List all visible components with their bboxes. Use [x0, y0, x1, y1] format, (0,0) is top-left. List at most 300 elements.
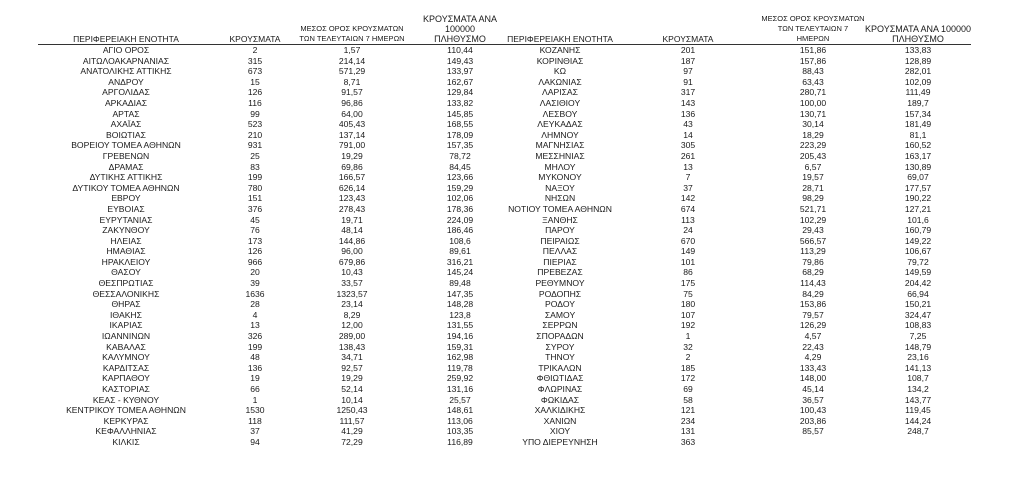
cell-per-100k: 23,16 [907, 352, 929, 363]
cell-per-100k: 148,79 [904, 341, 932, 352]
cell-avg-7-days: 69,86 [341, 161, 363, 172]
table-row [38, 119, 512, 130]
cell-region: ΑΡΚΑΔΙΑΣ [104, 97, 148, 108]
table-row [505, 267, 971, 278]
header-per-line2: ΠΛΗΘΥΣΜΟ [434, 34, 486, 44]
cell-cases: 142 [680, 193, 696, 204]
table-row [505, 236, 971, 247]
cell-cases: 315 [247, 55, 263, 66]
cell-cases: 670 [680, 235, 696, 246]
table-row [505, 384, 971, 395]
table-row [505, 395, 971, 406]
cell-cases: 363 [680, 436, 696, 447]
table-row [38, 246, 512, 257]
table-row [505, 162, 971, 173]
cell-avg-7-days: 92,57 [341, 362, 363, 373]
cell-avg-7-days: 280,71 [799, 87, 827, 98]
table-row [505, 331, 971, 342]
right-cases-table [505, 14, 971, 448]
table-row [505, 426, 971, 437]
cell-per-100k: 108,7 [907, 373, 929, 384]
table-row [38, 151, 512, 162]
cell-region: ΠΕΙΡΑΙΩΣ [540, 235, 580, 246]
cell-cases: 674 [680, 203, 696, 214]
table-row [505, 257, 971, 268]
cell-cases: 15 [250, 76, 260, 87]
cell-per-100k: 162,67 [446, 76, 474, 87]
table-row [38, 416, 512, 427]
cell-avg-7-days: 153,86 [799, 299, 827, 310]
cell-per-100k: 102,09 [904, 76, 932, 87]
cell-avg-7-days: 96,00 [341, 246, 363, 257]
cell-avg-7-days: 96,86 [341, 97, 363, 108]
cell-cases: 2 [252, 45, 258, 55]
cell-avg-7-days: 91,57 [341, 87, 363, 98]
table-row [38, 384, 512, 395]
header-avg-7-days [761, 14, 865, 45]
cell-avg-7-days: 144,86 [338, 235, 366, 246]
table-row [38, 267, 512, 278]
cell-per-100k: 149,59 [904, 267, 932, 278]
cell-cases: 7 [685, 172, 691, 183]
cell-per-100k: 181,49 [904, 119, 932, 130]
table-row [505, 56, 971, 67]
header-avg-7-days [296, 14, 408, 45]
cell-per-100k: 69,07 [907, 172, 929, 183]
cell-per-100k: 102,06 [446, 193, 474, 204]
table-row [38, 87, 512, 98]
table-row [38, 426, 512, 437]
table-row [38, 257, 512, 268]
cell-region: ΥΠΟ ΔΙΕΡΕΥΝΗΣΗ [522, 436, 598, 447]
cell-region: ΚΑΡΔΙΤΣΑΣ [102, 362, 150, 373]
left-header-row [38, 14, 512, 45]
table-row [505, 363, 971, 374]
left-table-panel [38, 14, 512, 448]
cell-region: ΦΩΚΙΔΑΣ [540, 394, 580, 405]
cell-region: ΑΙΤΩΛΟΑΚΑΡΝΑΝΙΑΣ [82, 55, 170, 66]
cell-region: ΡΕΘΥΜΝΟΥ [535, 278, 585, 289]
cell-region: ΗΡΑΚΛΕΙΟΥ [101, 256, 151, 267]
cell-cases: 931 [247, 140, 263, 151]
cell-avg-7-days: 6,57 [804, 161, 822, 172]
cell-avg-7-days: 45,14 [802, 384, 824, 394]
cell-region: ΕΥΒΟΙΑΣ [107, 203, 145, 214]
cell-region: ΠΡΕΒΕΖΑΣ [537, 267, 583, 278]
cell-cases: 97 [683, 66, 693, 77]
cell-avg-7-days: 48,14 [341, 225, 363, 236]
cell-cases: 86 [683, 267, 693, 278]
cell-region: ΧΙΟΥ [549, 426, 571, 437]
cell-per-100k: 7,25 [909, 331, 927, 342]
cell-cases: 172 [680, 373, 696, 384]
cell-avg-7-days: 571,29 [338, 66, 366, 77]
cell-cases: 1 [685, 331, 691, 342]
cell-avg-7-days: 205,43 [799, 150, 827, 161]
cell-avg-7-days: 19,57 [802, 172, 824, 183]
cell-cases: 305 [680, 140, 696, 151]
cell-region: ΛΑΡΙΣΑΣ [542, 87, 578, 98]
table-row [38, 109, 512, 120]
table-row [38, 98, 512, 109]
cell-cases: 25 [250, 150, 260, 161]
table-row [38, 310, 512, 321]
cell-cases: 113 [681, 214, 695, 225]
cell-region: ΠΙΕΡΙΑΣ [543, 256, 577, 267]
table-row [38, 437, 512, 448]
cell-cases: 966 [247, 256, 263, 267]
cell-per-100k: 316,21 [446, 256, 474, 267]
cell-avg-7-days: 626,14 [338, 182, 366, 193]
cell-avg-7-days: 102,29 [799, 214, 827, 225]
cell-avg-7-days [761, 437, 865, 448]
cell-avg-7-days: 4,29 [804, 352, 822, 363]
cell-avg-7-days: 84,29 [802, 288, 824, 299]
cell-avg-7-days: 679,86 [338, 256, 366, 267]
header-per-line2: ΠΛΗΘΥΣΜΟ [892, 34, 944, 44]
cell-avg-7-days: 79,86 [802, 256, 824, 267]
cell-per-100k: 259,92 [446, 373, 474, 384]
cell-avg-7-days: 111,57 [339, 415, 365, 426]
cell-avg-7-days: 19,71 [341, 214, 363, 225]
table-row [505, 45, 971, 56]
cell-cases: 91 [683, 76, 693, 87]
cell-cases: 37 [250, 426, 260, 437]
cell-per-100k: 133,82 [446, 97, 474, 108]
cell-cases: 376 [247, 203, 263, 214]
cell-per-100k: 160,79 [904, 225, 932, 236]
cell-avg-7-days: 566,57 [799, 235, 827, 246]
cell-region: ΔΥΤΙΚΟΥ ΤΟΜΕΑ ΑΘΗΝΩΝ [72, 182, 180, 193]
cell-avg-7-days: 8,29 [343, 309, 361, 320]
table-row [505, 310, 971, 321]
cell-per-100k: 157,34 [904, 108, 932, 119]
header-avg-line2: ΤΩΝ ΤΕΛΕΥΤΑΙΩΝ 7 ΗΜΕΡΩΝ [777, 24, 849, 43]
cell-cases: 673 [247, 66, 263, 77]
cell-per-100k: 79,72 [907, 256, 929, 267]
header-region: ΠΕΡΙΦΕΡΕΙΑΚΗ ΕΝΟΤΗΤΑ [73, 34, 179, 44]
table-row [505, 405, 971, 416]
cell-per-100k: 186,46 [446, 225, 474, 236]
table-row [38, 193, 512, 204]
right-table-panel [505, 14, 971, 448]
cell-region: ΙΚΑΡΙΑΣ [109, 320, 143, 331]
cell-cases: 187 [680, 55, 696, 66]
cell-region: ΠΑΡΟΥ [545, 225, 575, 236]
cell-avg-7-days: 98,29 [802, 193, 824, 204]
header-per-line1: ΚΡΟΥΣΜΑΤΑ ΑΝΑ 100000 [865, 24, 971, 34]
cell-cases: 39 [250, 278, 260, 289]
cell-per-100k: 127,21 [904, 203, 932, 214]
cell-avg-7-days: 19,29 [341, 150, 363, 161]
cell-per-100k: 84,45 [449, 161, 471, 172]
table-row [505, 204, 971, 215]
cell-avg-7-days: 41,29 [341, 426, 363, 437]
cell-avg-7-days: 10,14 [341, 394, 363, 405]
cell-per-100k: 131,16 [446, 384, 474, 394]
table-row [505, 225, 971, 236]
cell-region: ΧΑΝΙΩΝ [543, 415, 577, 426]
table-row [38, 405, 512, 416]
cell-avg-7-days: 1323,57 [336, 288, 368, 299]
cell-per-100k: 159,29 [446, 182, 474, 193]
table-row [505, 246, 971, 257]
table-row [505, 193, 971, 204]
cell-cases: 1636 [245, 288, 265, 299]
cell-avg-7-days: 148,00 [799, 373, 827, 384]
cell-per-100k: 66,94 [907, 288, 929, 299]
table-row [38, 342, 512, 353]
table-row [38, 236, 512, 247]
table-row [38, 204, 512, 215]
cell-avg-7-days: 63,43 [802, 76, 824, 87]
header-cases: ΚΡΟΥΣΜΑΤΑ [662, 34, 714, 44]
cell-region: ΑΡΓΟΛΙΔΑΣ [102, 87, 150, 98]
table-row [38, 320, 512, 331]
cell-region: ΝΗΣΩΝ [544, 193, 576, 204]
right-table-body [505, 45, 971, 448]
cell-cases: 151 [247, 193, 263, 204]
cell-avg-7-days: 133,43 [799, 362, 827, 373]
cell-per-100k: 144,24 [904, 415, 932, 426]
right-header-row [505, 14, 971, 45]
cell-per-100k: 163,17 [904, 150, 932, 161]
cell-region: ΗΜΑΘΙΑΣ [106, 246, 146, 257]
cell-region: ΘΕΣΣΑΛΟΝΙΚΗΣ [92, 288, 160, 299]
cell-per-100k: 204,42 [904, 278, 932, 289]
cell-avg-7-days: 79,57 [802, 309, 824, 320]
cell-region: ΚΙΛΚΙΣ [112, 436, 140, 447]
cell-region: ΦΘΙΩΤΙΔΑΣ [536, 373, 584, 384]
cell-cases: 24 [683, 225, 693, 236]
cell-region: ΚΟΡΙΝΘΙΑΣ [536, 55, 584, 66]
cell-per-100k: 147,35 [446, 288, 474, 299]
cell-avg-7-days: 52,14 [341, 384, 363, 394]
cell-per-100k: 150,21 [904, 299, 932, 310]
cell-region: ΣΕΡΡΩΝ [542, 320, 578, 331]
cell-cases: 126 [247, 87, 263, 98]
table-row [38, 172, 512, 183]
table-row [38, 278, 512, 289]
cell-per-100k: 108,6 [449, 235, 471, 246]
cell-avg-7-days: 85,57 [802, 426, 824, 437]
cell-region: ΗΛΕΙΑΣ [110, 235, 142, 246]
cell-avg-7-days: 100,43 [799, 405, 827, 416]
cell-per-100k: 133,83 [904, 45, 932, 55]
cell-per-100k: 178,09 [446, 129, 474, 140]
cell-region: ΚΕΑΣ - ΚΥΘΝΟΥ [92, 394, 160, 405]
header-per-line1: ΚΡΟΥΣΜΑΤΑ ΑΝΑ 100000 [423, 14, 497, 34]
cell-region: ΙΩΑΝΝΙΝΩΝ [101, 331, 151, 342]
cell-cases: 32 [683, 341, 693, 352]
cell-per-100k: 101,6 [907, 214, 929, 225]
table-row [505, 140, 971, 151]
cell-avg-7-days: 33,57 [341, 278, 363, 289]
cell-avg-7-days: 114,43 [800, 278, 826, 289]
cell-cases: 28 [250, 299, 260, 310]
header-avg-line1: ΜΕΣΟΣ ΟΡΟΣ ΚΡΟΥΣΜΑΤΩΝ [300, 24, 404, 33]
cell-cases: 261 [680, 150, 696, 161]
cell-cases: 523 [247, 119, 263, 130]
cell-per-100k: 157,35 [446, 140, 474, 151]
cell-cases: 185 [680, 362, 696, 373]
cell-region: ΒΟΙΩΤΙΑΣ [106, 129, 146, 140]
cell-cases: 234 [680, 415, 696, 426]
table-row [505, 299, 971, 310]
cell-region: ΧΑΛΚΙΔΙΚΗΣ [534, 405, 586, 416]
cell-cases: 136 [247, 362, 263, 373]
cell-avg-7-days: 137,14 [338, 129, 366, 140]
cell-region: ΝΑΞΟΥ [545, 182, 575, 193]
header-per-100k [408, 14, 512, 45]
cell-per-100k: 130,89 [904, 161, 932, 172]
table-row [505, 342, 971, 353]
table-row [38, 162, 512, 173]
cell-cases: 13 [683, 161, 693, 172]
cell-region: ΜΑΓΝΗΣΙΑΣ [535, 140, 585, 151]
cell-avg-7-days: 791,00 [338, 140, 366, 151]
table-row [38, 183, 512, 194]
cell-avg-7-days: 100,00 [799, 97, 827, 108]
cell-region: ΣΥΡΟΥ [545, 341, 575, 352]
cell-cases: 116 [248, 97, 262, 108]
cell-region: ΒΟΡΕΙΟΥ ΤΟΜΕΑ ΑΘΗΝΩΝ [71, 140, 181, 151]
cell-avg-7-days: 8,71 [343, 76, 361, 87]
cell-region: ΚΟΖΑΝΗΣ [539, 45, 581, 55]
cell-region: ΑΓΙΟ ΟΡΟΣ [102, 45, 150, 55]
cell-avg-7-days: 4,57 [804, 331, 822, 342]
cell-avg-7-days: 157,86 [799, 55, 827, 66]
cell-per-100k: 145,85 [446, 108, 474, 119]
table-row [505, 130, 971, 141]
cell-cases: 136 [680, 108, 696, 119]
cell-cases: 66 [250, 384, 260, 394]
cell-region: ΚΑΛΥΜΝΟΥ [102, 352, 150, 363]
cell-per-100k: 145,24 [446, 267, 474, 278]
cell-cases: 14 [683, 129, 693, 140]
cell-cases: 780 [247, 182, 263, 193]
cell-cases: 1 [252, 394, 258, 405]
cell-per-100k: 25,57 [449, 394, 471, 405]
cell-per-100k [865, 437, 971, 448]
cell-per-100k: 103,35 [446, 426, 474, 437]
cell-region: ΖΑΚΥΝΘΟΥ [102, 225, 150, 236]
table-row [38, 45, 512, 56]
cell-region: ΓΡΕΒΕΝΩΝ [102, 150, 150, 161]
cell-per-100k: 168,55 [446, 119, 474, 130]
cell-avg-7-days: 22,43 [802, 341, 824, 352]
cell-cases: 76 [250, 225, 260, 236]
cell-cases: 199 [247, 341, 263, 352]
cell-cases: 43 [683, 119, 693, 130]
cell-avg-7-days: 278,43 [338, 203, 366, 214]
cell-per-100k: 111,49 [905, 87, 931, 98]
table-row [505, 87, 971, 98]
cell-cases: 149 [680, 246, 696, 257]
cell-region: ΜΗΛΟΥ [544, 161, 576, 172]
cell-avg-7-days: 30,14 [802, 119, 824, 130]
table-row [38, 130, 512, 141]
cell-cases: 201 [680, 45, 696, 55]
cell-per-100k: 177,57 [904, 182, 932, 193]
cell-region: ΑΝΔΡΟΥ [108, 76, 144, 87]
table-row [505, 77, 971, 88]
table-row [505, 183, 971, 194]
cell-cases: 173 [247, 235, 263, 246]
cell-per-100k: 194,16 [446, 331, 474, 342]
cell-avg-7-days: 151,86 [799, 45, 827, 55]
left-cases-table [38, 14, 512, 448]
cell-region: ΠΕΛΛΑΣ [542, 246, 578, 257]
cell-cases: 48 [250, 352, 260, 363]
cell-cases: 131 [680, 426, 696, 437]
cell-per-100k: 282,01 [904, 66, 932, 77]
table-row [38, 225, 512, 236]
cell-region: ΝΟΤΙΟΥ ΤΟΜΕΑ ΑΘΗΝΩΝ [508, 203, 612, 214]
table-row [505, 66, 971, 77]
cell-per-100k: 159,31 [446, 341, 474, 352]
cell-per-100k: 149,22 [904, 235, 932, 246]
cell-avg-7-days: 72,29 [341, 436, 363, 447]
cell-avg-7-days: 34,71 [341, 352, 363, 363]
cell-per-100k: 78,72 [449, 150, 471, 161]
cell-per-100k: 110,44 [447, 45, 473, 55]
table-row [38, 289, 512, 300]
table-row [38, 373, 512, 384]
cell-per-100k: 113,06 [447, 415, 473, 426]
cell-avg-7-days: 23,14 [341, 299, 363, 310]
table-row [505, 172, 971, 183]
cell-avg-7-days: 88,43 [802, 66, 824, 77]
cell-per-100k: 224,09 [446, 214, 474, 225]
cell-avg-7-days: 223,29 [799, 140, 827, 151]
cell-region: ΚΑΒΑΛΑΣ [106, 341, 146, 352]
header-avg-line2: ΤΩΝ ΤΕΛΕΥΤΑΙΩΝ 7 ΗΜΕΡΩΝ [299, 34, 405, 43]
cell-per-100k: 89,48 [449, 278, 471, 289]
cell-cases: 94 [250, 436, 260, 447]
cell-per-100k: 133,97 [446, 66, 474, 77]
cell-cases: 99 [250, 108, 260, 119]
cell-cases: 19 [250, 373, 260, 384]
cell-region: ΘΕΣΠΡΩΤΙΑΣ [98, 278, 154, 289]
table-row [505, 278, 971, 289]
cell-per-100k: 106,67 [904, 246, 932, 257]
cell-per-100k: 324,47 [904, 309, 932, 320]
cell-avg-7-days: 28,71 [802, 182, 824, 193]
cell-region: ΔΥΤΙΚΗΣ ΑΤΤΙΚΗΣ [89, 172, 163, 183]
table-row [505, 215, 971, 226]
cell-region: ΚΑΡΠΑΘΟΥ [102, 373, 150, 384]
table-row [505, 437, 971, 448]
left-table-body [38, 45, 512, 448]
cell-cases: 75 [683, 288, 693, 299]
cell-per-100k: 119,78 [447, 362, 473, 373]
cell-avg-7-days: 214,14 [338, 55, 366, 66]
cell-region: ΣΠΟΡΑΔΩΝ [536, 331, 584, 342]
cell-avg-7-days: 36,57 [802, 394, 824, 405]
cell-avg-7-days: 29,43 [802, 225, 824, 236]
cell-avg-7-days: 18,29 [802, 129, 824, 140]
cell-per-100k: 123,8 [449, 309, 471, 320]
cell-region: ΙΘΑΚΗΣ [110, 309, 142, 320]
cell-region: ΛΑΣΙΘΙΟΥ [539, 97, 581, 108]
table-row [505, 320, 971, 331]
table-row [505, 289, 971, 300]
cell-avg-7-days: 130,71 [799, 108, 827, 119]
cell-region: ΤΡΙΚΑΛΩΝ [538, 362, 582, 373]
cell-avg-7-days: 126,29 [799, 320, 827, 331]
table-row [38, 395, 512, 406]
